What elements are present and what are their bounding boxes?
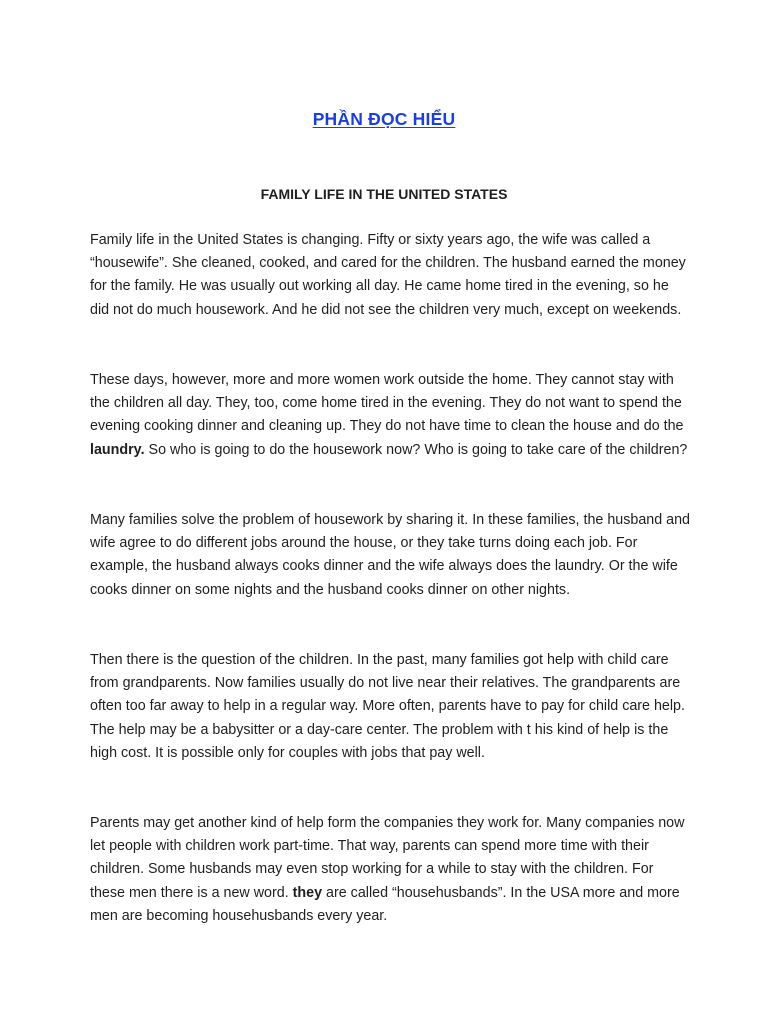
paragraph-3-text: Many families solve the problem of housework by sharing it. In these families, the husband and wife agree to do different jobs around the house, or they take turns doing each job. For example, the husband always cooks dinner and the wife always does the laundry. Or the wife cooks dinner on some nights and the husband cooks dinner on other nights. bbox=[90, 512, 690, 598]
paragraph-1-text: Family life in the United States is changing. Fifty or sixty years ago, the wife was called a “housewife”. She cleaned, cooked, and cared for the children. The husband earned the money for the family. He was usually out working all day. He came home tired in the evening, so he did not do much housework. And he did not see the children very much, except on weekends. bbox=[90, 232, 686, 318]
paragraph-2-bold-word: laundry. bbox=[90, 441, 145, 458]
paragraph-3 bbox=[90, 509, 690, 602]
paragraph-5-text-end: are called “househusbands”. In the USA more and more men are becoming househusbands every year. bbox=[90, 884, 680, 924]
paragraph-1 bbox=[90, 229, 690, 322]
paragraph-2-text-end: So who is going to do the housework now? Who is going to take care of the children? bbox=[144, 441, 688, 458]
paragraph-2 bbox=[90, 369, 690, 462]
paragraph-4-text: Then there is the question of the children. In the past, many families got help with child care from grandparents. Now families usually do not live near their relatives. The grandparents are often too far away to help in a regular way. More often, parents have to pay for child care help. The help may be a babysitter or a day-care center. The problem with t his kind of help is the high cost. It is possible only for couples with jobs that pay well. bbox=[90, 652, 685, 761]
paragraph-2-text-start: These days, however, more and more women work outside the home. They cannot stay with the children all day. They, too, come home tired in the evening. They do not want to spend the evening cooking dinner and cleaning up. They do not have time to clean the house and do the bbox=[90, 372, 684, 435]
paragraph-5-bold-word: they bbox=[292, 884, 323, 901]
page-title: PHẦN ĐỌC HIỂU bbox=[312, 109, 456, 129]
paragraph-5 bbox=[90, 812, 690, 928]
paragraph-5-text-start: Parents may get another kind of help form the companies they work for. Many companies now let people with children work part-time. That way, parents can spend more time with their children. Some husbands may even stop working for a while to stay with the children. For these men there is a new word. bbox=[90, 815, 685, 901]
paragraph-4 bbox=[90, 649, 690, 765]
article-heading: FAMILY LIFE IN THE UNITED STATES bbox=[260, 186, 508, 202]
